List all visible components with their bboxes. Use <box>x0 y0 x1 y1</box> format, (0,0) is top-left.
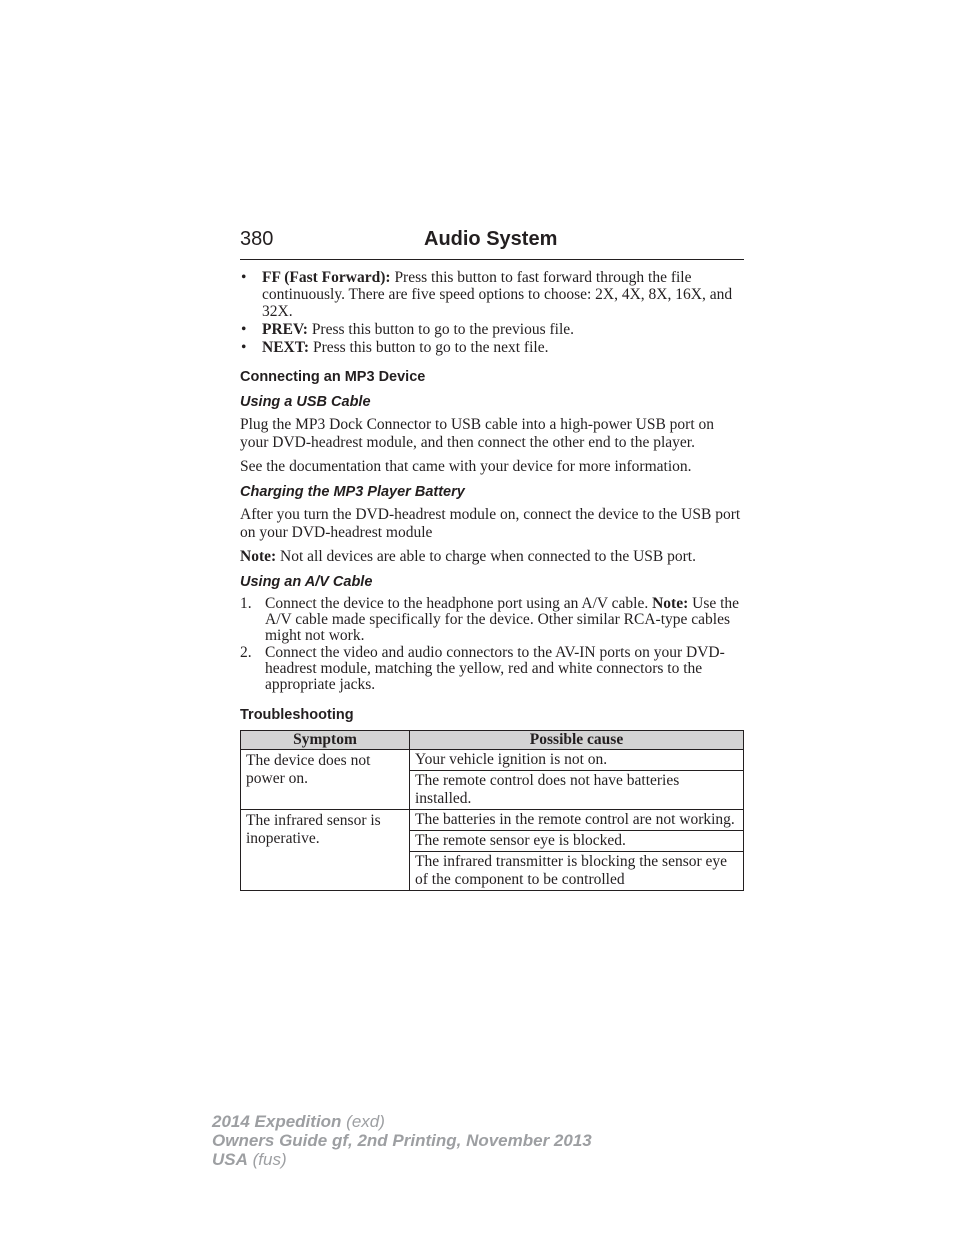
list-item: • NEXT: Press this button to go to the next file. <box>241 339 549 356</box>
page-title: Audio System <box>424 228 558 250</box>
note-paragraph <box>240 548 744 565</box>
symptom-cell: The infrared sensor is inoperative. <box>241 810 410 891</box>
step-number: 1. <box>240 595 252 612</box>
note-text: Not all devices are able to charge when connected to the USB port. <box>280 548 696 565</box>
cause-cell: The remote control does not have batteries installed. <box>410 771 744 810</box>
cause-cell: The infrared transmitter is blocking the sensor eye of the component to be controlled <box>410 852 744 891</box>
column-header-cause: Possible cause <box>410 731 744 750</box>
step-text: Connect the video and audio connectors to the AV-IN ports on your DVD-headrest module, matching the yellow, red and white connectors to the appropriate jacks. <box>265 644 725 693</box>
footer-market: USA <box>212 1150 248 1169</box>
cause-cell: The batteries in the remote control are not working. <box>410 810 744 831</box>
section-heading-troubleshooting: Troubleshooting <box>240 707 354 723</box>
page-number: 380 <box>240 228 274 250</box>
footer-market-code: (fus) <box>252 1150 287 1169</box>
cause-cell: The remote sensor eye is blocked. <box>410 831 744 852</box>
list-item: • PREV: Press this button to go to the previous file. <box>241 321 575 338</box>
footer-guide: Owners Guide gf, 2nd Printing, November 2013 <box>212 1131 592 1150</box>
subheading-av-cable: Using an A/V Cable <box>240 574 373 590</box>
usb-documentation-paragraph: See the documentation that came with your device for more information. <box>240 458 692 475</box>
footer-model-code: (exd) <box>346 1112 385 1131</box>
page-footer <box>212 1112 592 1169</box>
note-label: Note: <box>240 548 277 565</box>
bullet-text: Press this button to go to the previous file. <box>311 321 575 338</box>
list-item: • FF (Fast Forward): Press this button to fast forward through the file continuously. There are five speed options to choose: 2X, 4X, 8X, 16X, and 32X. <box>241 269 733 320</box>
step-text: Connect the device to the headphone port using an A/V cable. <box>265 595 649 612</box>
footer-line-1 <box>212 1112 592 1131</box>
subheading-usb: Using a USB Cable <box>240 394 371 410</box>
page-header <box>240 228 744 260</box>
button-list <box>240 269 744 356</box>
steps-list <box>240 596 744 693</box>
bullet-text: Press this button to fast forward through the file continuously. There are five speed options to choose: 2X, 4X, 8X, 16X, and 32X. <box>262 269 733 320</box>
cause-cell: Your vehicle ignition is not on. <box>410 750 744 771</box>
table-row <box>241 750 744 771</box>
footer-line-2 <box>212 1131 592 1150</box>
step-text-after: Use the A/V cable made specifically for the device. Other similar RCA-type cables might not work. <box>265 595 740 644</box>
step-number: 2. <box>240 644 252 661</box>
table-row <box>241 810 744 831</box>
list-item <box>240 596 744 644</box>
subheading-charging: Charging the MP3 Player Battery <box>240 484 465 500</box>
charging-paragraph: After you turn the DVD-headrest module on, connect the device to the USB port on your DVD-headrest module <box>240 506 741 541</box>
step-note-label: Note: <box>652 595 689 612</box>
bullet-text: Press this button to go to the next file. <box>312 339 549 356</box>
list-item <box>240 645 744 693</box>
table-header-row <box>241 731 744 750</box>
symptom-cell: The device does not power on. <box>241 750 410 810</box>
usb-paragraph: Plug the MP3 Dock Connector to USB cable into a high-power USB port on your DVD-headrest module, and then connect the other end to the player. <box>240 416 714 451</box>
column-header-symptom: Symptom <box>241 731 410 750</box>
bullet-term: NEXT: <box>262 339 310 356</box>
troubleshooting-table <box>240 730 744 891</box>
bullet-term: FF (Fast Forward): <box>262 269 391 286</box>
footer-line-3 <box>212 1150 592 1169</box>
footer-model: 2014 Expedition <box>212 1112 342 1131</box>
bullet-term: PREV: <box>262 321 308 338</box>
section-heading-mp3: Connecting an MP3 Device <box>240 369 426 385</box>
page-content <box>240 228 744 891</box>
